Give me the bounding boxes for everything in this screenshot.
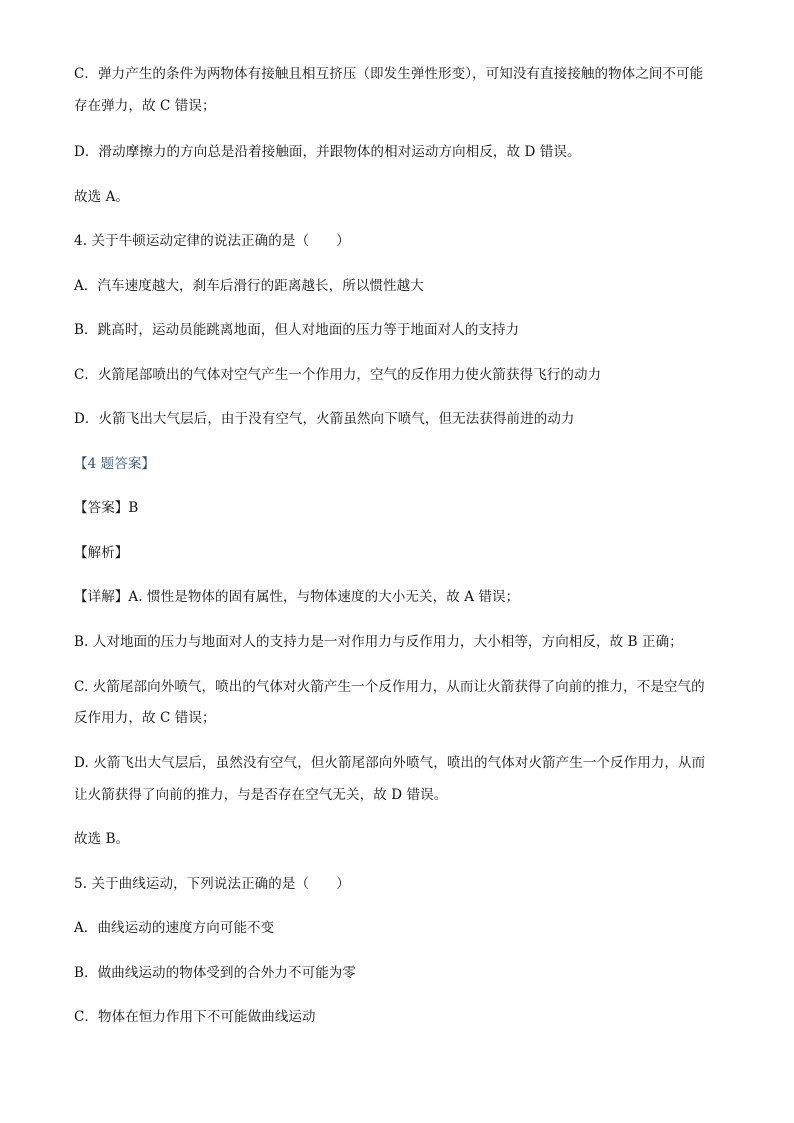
option-c: C．物体在恒力作用下不可能做曲线运动 — [74, 1009, 316, 1025]
analysis-heading: 【解析】 — [74, 545, 129, 561]
text-line: 故选 A。 — [74, 189, 130, 205]
option-c: C．火箭尾部喷出的气体对空气产生一个作用力，空气的反作用力使火箭获得飞行的动力 — [74, 367, 602, 383]
option-d: D．火箭飞出大气层后，由于没有空气，火箭虽然向下喷气，但无法获得前进的动力 — [74, 411, 575, 427]
detail-line: 反作用力，故 C 错误； — [74, 710, 216, 726]
question-5: 5. 关于曲线运动，下列说法正确的是（ ） — [74, 876, 350, 892]
text-line: C．弹力产生的条件为两物体有接触且相互挤压（即发生弹性形变），可知没有直接接触的物体之间不可能 — [74, 66, 704, 82]
question-4: 4. 关于牛顿运动定律的说法正确的是（ ） — [74, 233, 350, 249]
detail-line: 【详解】A. 惯性是物体的固有属性，与物体速度的大小无关，故 A 错误； — [74, 589, 520, 605]
text-line: 故选 B。 — [74, 831, 130, 847]
detail-line: B. 人对地面的压力与地面对人的支持力是一对作用力与反作用力，大小相等，方向相反，故 B 正确； — [74, 634, 683, 650]
detail-line: D. 火箭飞出大气层后，虽然没有空气，但火箭尾部向外喷气，喷出的气体对火箭产生一个反作用力，从而 — [74, 755, 706, 771]
option-a: A．汽车速度越大，刹车后滑行的距离越长，所以惯性越大 — [74, 278, 424, 294]
answer-line: 【答案】B — [74, 500, 139, 516]
option-a: A．曲线运动的速度方向可能不变 — [74, 920, 275, 936]
answer-heading: 【4 题答案】 — [74, 456, 156, 472]
detail-line: C. 火箭尾部向外喷气，喷出的气体对火箭产生一个反作用力，从而让火箭获得了向前的推力，不是空气的 — [74, 679, 705, 695]
text-line: D．滑动摩擦力的方向总是沿着接触面，并跟物体的相对运动方向相反，故 D 错误。 — [74, 144, 581, 160]
option-b: B．做曲线运动的物体受到的合外力不可能为零 — [74, 965, 357, 981]
text-line: 存在弹力，故 C 错误； — [74, 98, 216, 114]
option-b: B．跳高时，运动员能跳离地面，但人对地面的压力等于地面对人的支持力 — [74, 322, 520, 338]
detail-line: 让火箭获得了向前的推力，与是否存在空气无关，故 D 错误。 — [74, 787, 448, 803]
